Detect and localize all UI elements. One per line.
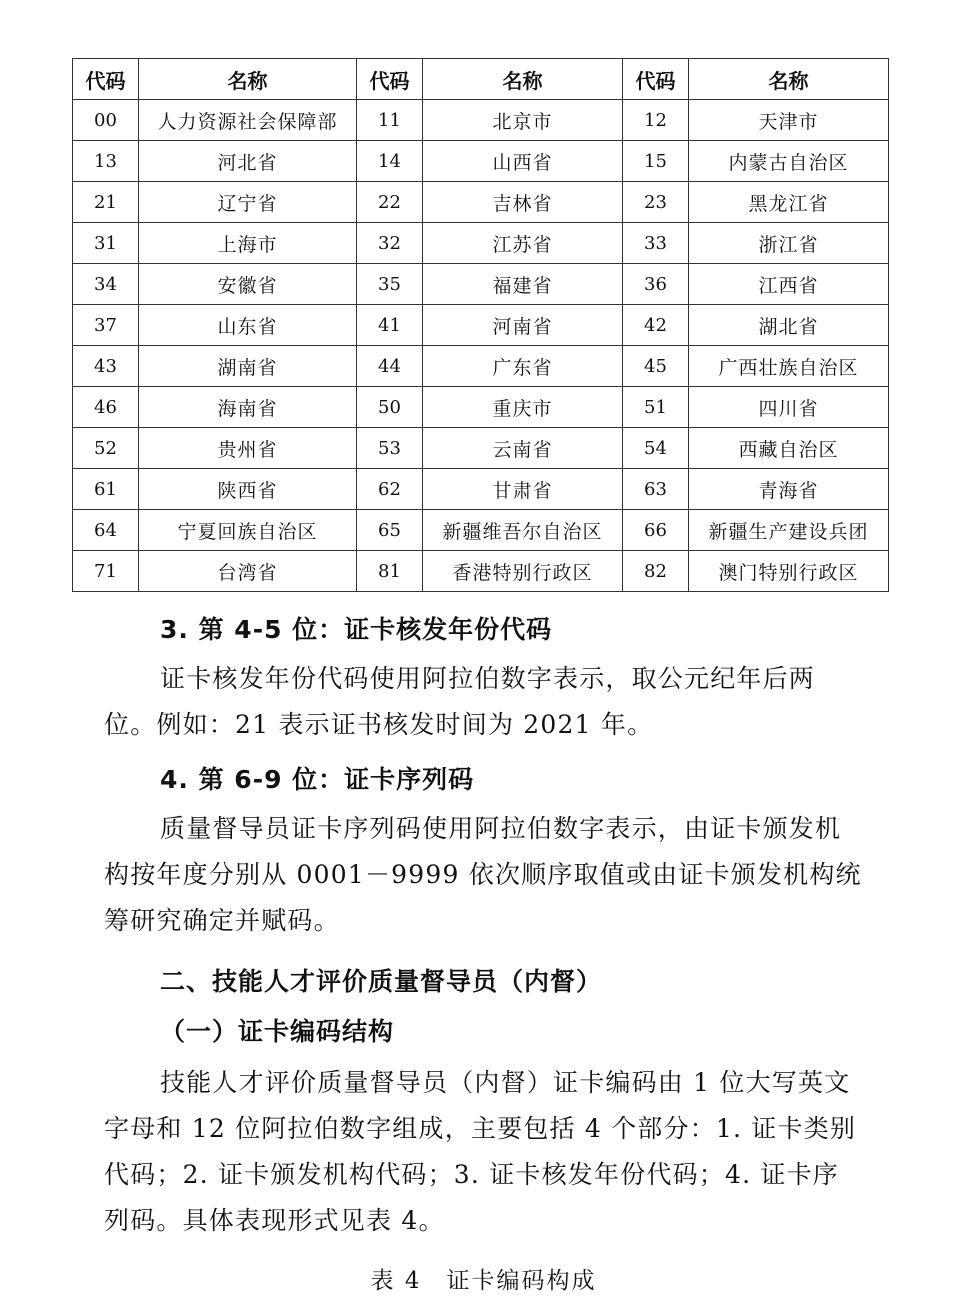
region-code-cell: 33 <box>623 223 689 264</box>
region-name-cell: 山东省 <box>139 305 357 346</box>
region-code-cell: 81 <box>357 551 423 592</box>
region-name-cell: 青海省 <box>689 469 889 510</box>
region-name-cell: 安徽省 <box>139 264 357 305</box>
region-name-cell: 人力资源社会保障部 <box>139 100 357 141</box>
region-name-cell: 河南省 <box>423 305 623 346</box>
region-code-cell: 46 <box>73 387 139 428</box>
region-code-cell: 71 <box>73 551 139 592</box>
region-code-cell: 22 <box>357 182 423 223</box>
header-name: 名称 <box>689 59 889 100</box>
region-name-cell: 辽宁省 <box>139 182 357 223</box>
table-row <box>73 182 889 223</box>
region-name-cell: 台湾省 <box>139 551 357 592</box>
region-code-cell: 31 <box>73 223 139 264</box>
region-code-cell: 12 <box>623 100 689 141</box>
region-code-cell: 54 <box>623 428 689 469</box>
section4-heading: 4. 第 6-9 位：证卡序列码 <box>160 765 475 794</box>
region-name-cell: 广西壮族自治区 <box>689 346 889 387</box>
region-name-cell: 湖北省 <box>689 305 889 346</box>
region-name-cell: 广东省 <box>423 346 623 387</box>
region-code-cell: 32 <box>357 223 423 264</box>
table-header-row <box>73 59 889 100</box>
region-code-cell: 65 <box>357 510 423 551</box>
region-name-cell: 山西省 <box>423 141 623 182</box>
table-row <box>73 469 889 510</box>
region-code-cell: 36 <box>623 264 689 305</box>
region-code-cell: 23 <box>623 182 689 223</box>
region-code-cell: 34 <box>73 264 139 305</box>
region-code-cell: 21 <box>73 182 139 223</box>
part2-paragraph: 技能人才评价质量督导员（内督）证卡编码由 1 位大写英文字母和 12 位阿拉伯数字组成，主要包括 4 个部分：1. 证卡类别代码；2. 证卡颁发机构代码；3. 证卡核发年份代码；4. 证卡序列码。具体表现形式见表 4。 <box>104 1068 857 1235</box>
region-name-cell: 新疆维吾尔自治区 <box>423 510 623 551</box>
region-name-cell: 澳门特别行政区 <box>689 551 889 592</box>
region-code-cell: 35 <box>357 264 423 305</box>
region-name-cell: 黑龙江省 <box>689 182 889 223</box>
table-row <box>73 428 889 469</box>
region-code-cell: 63 <box>623 469 689 510</box>
region-code-cell: 45 <box>623 346 689 387</box>
region-name-cell: 浙江省 <box>689 223 889 264</box>
section4-paragraph: 质量督导员证卡序列码使用阿拉伯数字表示，由证卡颁发机构按年度分别从 0001－9999 依次顺序取值或由证卡颁发机构统筹研究确定并赋码。 <box>104 814 862 935</box>
table-body <box>73 100 889 592</box>
table-row <box>73 387 889 428</box>
header-name: 名称 <box>423 59 623 100</box>
region-code-cell: 11 <box>357 100 423 141</box>
region-code-cell: 50 <box>357 387 423 428</box>
part2-heading: 二、技能人才评价质量督导员（内督） <box>160 967 603 996</box>
table-row <box>73 223 889 264</box>
region-name-cell: 江西省 <box>689 264 889 305</box>
region-name-cell: 吉林省 <box>423 182 623 223</box>
region-name-cell: 贵州省 <box>139 428 357 469</box>
header-code: 代码 <box>623 59 689 100</box>
header-code: 代码 <box>73 59 139 100</box>
table-row <box>73 510 889 551</box>
region-code-cell: 14 <box>357 141 423 182</box>
header-name: 名称 <box>139 59 357 100</box>
region-code-cell: 44 <box>357 346 423 387</box>
region-code-cell: 51 <box>623 387 689 428</box>
region-name-cell: 内蒙古自治区 <box>689 141 889 182</box>
region-name-cell: 天津市 <box>689 100 889 141</box>
region-name-cell: 河北省 <box>139 141 357 182</box>
table-row <box>73 141 889 182</box>
table-row <box>73 100 889 141</box>
region-code-cell: 61 <box>73 469 139 510</box>
region-code-cell: 13 <box>73 141 139 182</box>
table-row <box>73 264 889 305</box>
region-code-table <box>72 58 889 592</box>
region-code-cell: 00 <box>73 100 139 141</box>
region-name-cell: 云南省 <box>423 428 623 469</box>
region-name-cell: 北京市 <box>423 100 623 141</box>
region-name-cell: 宁夏回族自治区 <box>139 510 357 551</box>
region-code-cell: 62 <box>357 469 423 510</box>
region-code-cell: 37 <box>73 305 139 346</box>
region-name-cell: 新疆生产建设兵团 <box>689 510 889 551</box>
table-row <box>73 551 889 592</box>
region-name-cell: 四川省 <box>689 387 889 428</box>
header-code: 代码 <box>357 59 423 100</box>
table-caption: 表 4 证卡编码构成 <box>370 1268 597 1294</box>
table-row <box>73 305 889 346</box>
region-name-cell: 甘肃省 <box>423 469 623 510</box>
region-code-cell: 42 <box>623 305 689 346</box>
region-name-cell: 福建省 <box>423 264 623 305</box>
section3-heading: 3. 第 4-5 位：证卡核发年份代码 <box>160 615 553 644</box>
region-code-cell: 15 <box>623 141 689 182</box>
region-code-cell: 41 <box>357 305 423 346</box>
region-name-cell: 江苏省 <box>423 223 623 264</box>
region-name-cell: 西藏自治区 <box>689 428 889 469</box>
table-row <box>73 346 889 387</box>
section3-paragraph: 证卡核发年份代码使用阿拉伯数字表示，取公元纪年后两位。例如：21 表示证书核发时间为 2021 年。 <box>104 664 816 739</box>
region-code-cell: 43 <box>73 346 139 387</box>
region-name-cell: 海南省 <box>139 387 357 428</box>
region-code-cell: 53 <box>357 428 423 469</box>
region-code-cell: 66 <box>623 510 689 551</box>
region-name-cell: 湖南省 <box>139 346 357 387</box>
region-name-cell: 香港特别行政区 <box>423 551 623 592</box>
region-name-cell: 上海市 <box>139 223 357 264</box>
part2-subheading: （一）证卡编码结构 <box>160 1017 395 1046</box>
region-name-cell: 陕西省 <box>139 469 357 510</box>
region-name-cell: 重庆市 <box>423 387 623 428</box>
region-code-cell: 52 <box>73 428 139 469</box>
region-code-cell: 82 <box>623 551 689 592</box>
region-code-cell: 64 <box>73 510 139 551</box>
